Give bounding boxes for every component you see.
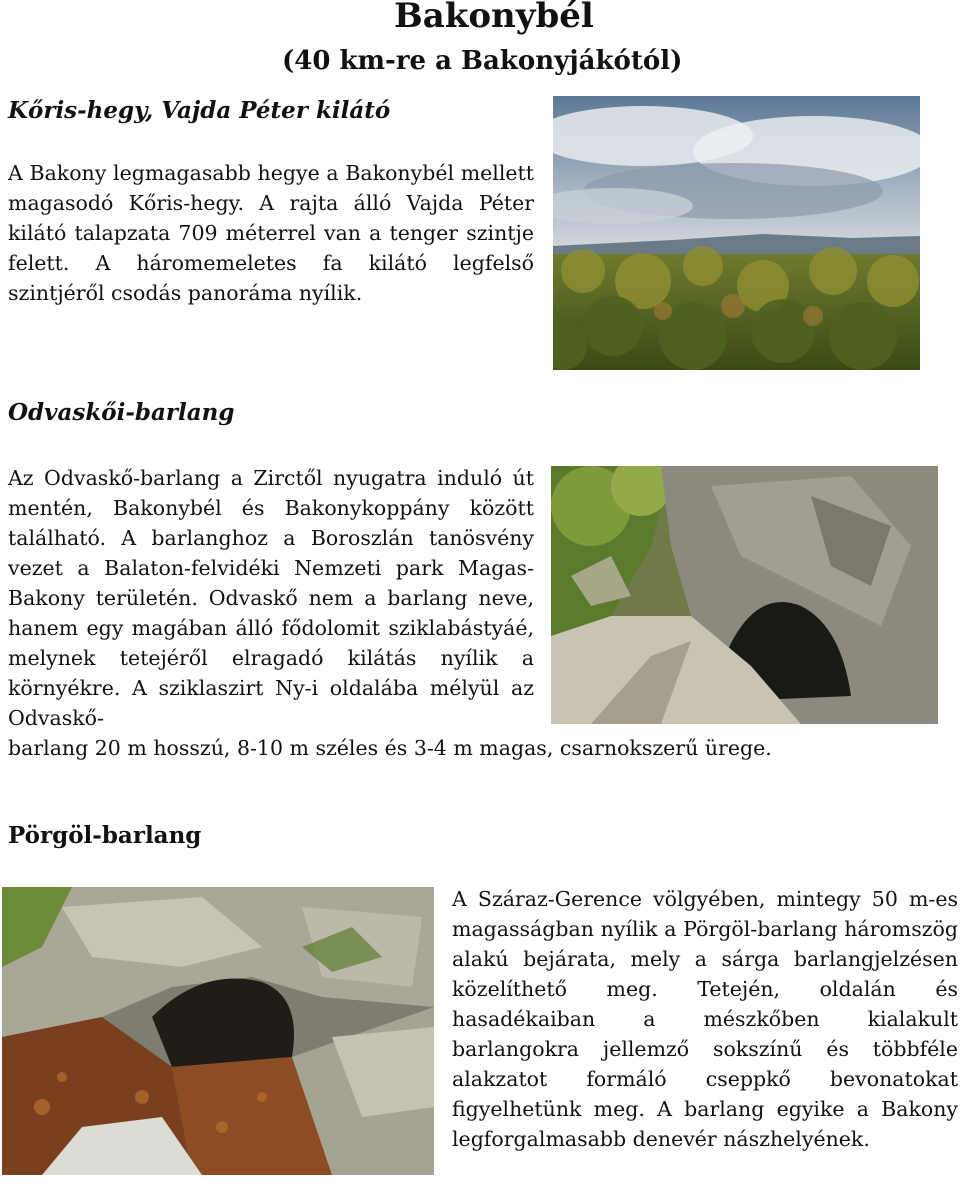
section-text-odvaskoi-barlang: Az Odvaskő-barlang a Zirctől nyugatra induló út mentén, Bakonybél és Bakonykoppány között található. A barlanghoz a Boroszlán tanösvény vezet a Balaton-felvidéki Nemzeti park Magas-Bakony területén. Odvaskő nem a barlang neve, hanem egy magában álló fődolomit sziklabástyáé, melynek tetejéről elragadó kilátás nyílik a környékre. A sziklaszirt Ny-i oldalába mélyül az Odvaskő- xyxy=(8,466,534,730)
section-text-odvaskoi-barlang-tail: barlang 20 m hosszú, 8-10 m széles és 3-4 m magas, csarnokszerű ürege. xyxy=(8,736,772,760)
page-title: Bakonybél xyxy=(394,0,594,36)
section-heading-porgol-barlang: Pörgöl-barlang xyxy=(8,822,202,849)
section-heading-koris-hegy: Kőris-hegy, Vajda Péter kilátó xyxy=(8,97,391,124)
cave-entrance-photo xyxy=(551,466,938,724)
page-subtitle: (40 km-re a Bakonyjákótól) xyxy=(282,46,683,76)
cave-leaves-photo xyxy=(2,887,434,1175)
section-heading-odvaskoi-barlang: Odvaskői-barlang xyxy=(8,399,235,426)
forest-panorama-photo xyxy=(553,96,920,370)
section-text-koris-hegy: A Bakony legmagasabb hegye a Bakonybél mellett magasodó Kőris-hegy. A rajta álló Vajda Péter kilátó talapzata 709 méterrel van a tenger szintje felett. A háromemeletes fa kilátó legfelső szintjéről csodás panoráma nyílik. xyxy=(8,161,534,305)
section-text-porgol-barlang: A Száraz-Gerence völgyében, mintegy 50 m-es magasságban nyílik a Pörgöl-barlang háromszög alakú bejárata, mely a sárga barlangjelzésen közelíthető meg. Tetején, oldalán és hasadékaiban a mészkőben kialakult barlangokra jellemző sokszínű és többféle alakzatot formáló cseppkő bevonatokat figyelhetünk meg. A barlang egyike a Bakony legforgalmasabb denevér nászhelyének. xyxy=(452,887,958,1151)
